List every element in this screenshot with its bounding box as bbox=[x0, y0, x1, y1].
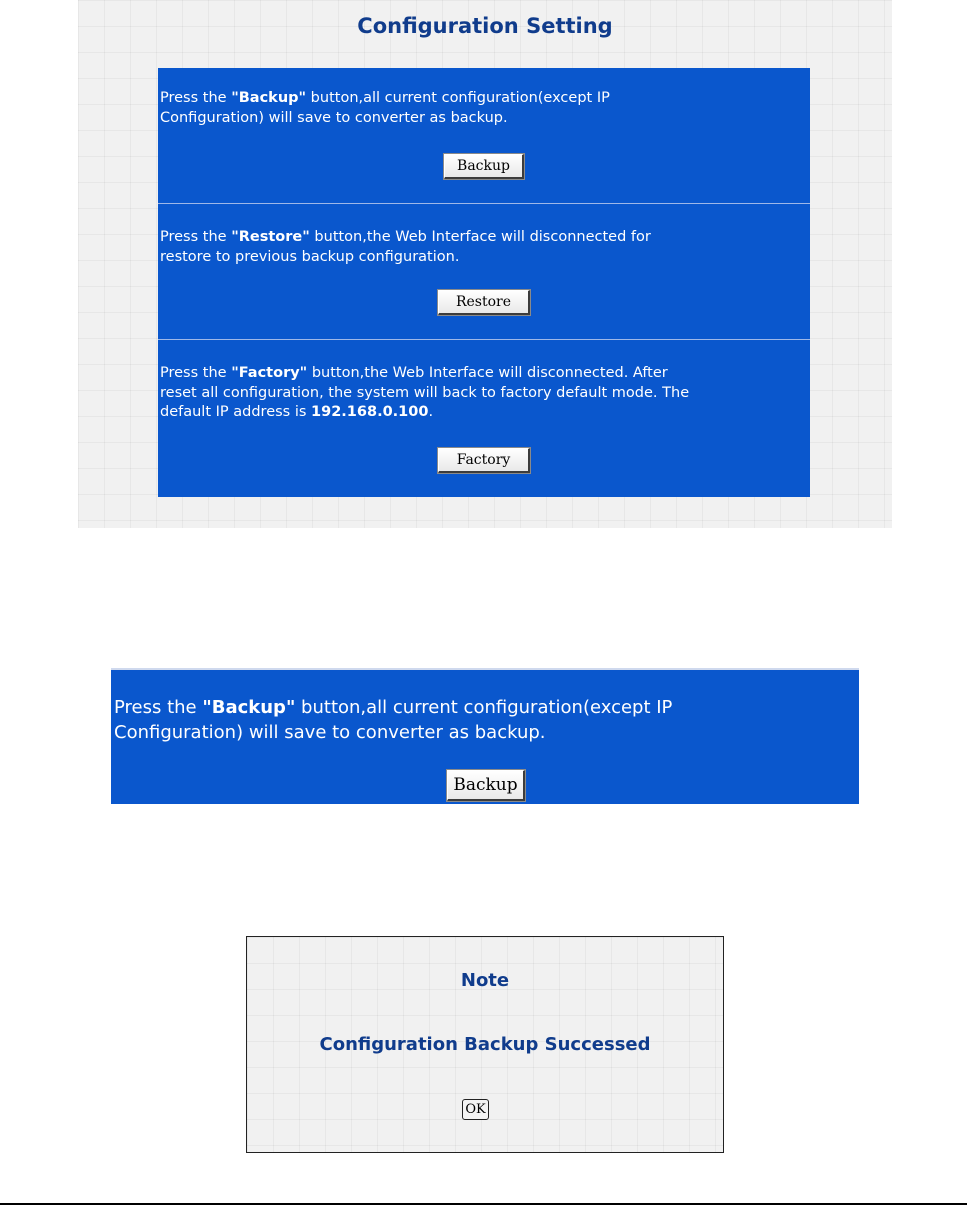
factory-description: Press the "Factory" button,the Web Interface will disconnected. After reset all configuration, the system will back to factory default mode. The default IP address is 192.168.0.100. bbox=[160, 365, 690, 420]
backup-description: Press the "Backup" button,all current configuration(except IP Configuration) will save to converter as backup. bbox=[114, 697, 673, 743]
ok-button[interactable]: OK bbox=[462, 1099, 489, 1120]
restore-button[interactable]: Restore bbox=[438, 290, 530, 315]
backup-description: Press the "Backup" button,all current configuration(except IP Configuration) will save to converter as backup. bbox=[160, 90, 610, 126]
page-bottom-rule bbox=[0, 1203, 967, 1205]
backup-zoom-panel bbox=[111, 668, 859, 804]
configuration-setting-screen bbox=[78, 0, 892, 528]
factory-button[interactable]: Factory bbox=[438, 448, 530, 473]
backup-button[interactable]: Backup bbox=[444, 154, 524, 179]
factory-section bbox=[158, 364, 810, 423]
panel-top-border bbox=[111, 668, 859, 670]
restore-section bbox=[158, 228, 810, 267]
restore-description: Press the "Restore" button,the Web Interface will disconnected for restore to previous backup configuration. bbox=[160, 229, 651, 265]
note-dialog bbox=[246, 936, 724, 1153]
note-title: Note bbox=[460, 970, 510, 991]
backup-button[interactable]: Backup bbox=[447, 770, 525, 801]
config-panel bbox=[158, 68, 810, 497]
page-title: Configuration Setting bbox=[357, 14, 613, 38]
section-divider bbox=[158, 339, 810, 340]
section-divider bbox=[158, 203, 810, 204]
backup-section bbox=[158, 89, 810, 128]
note-message: Configuration Backup Successed bbox=[319, 1034, 651, 1055]
